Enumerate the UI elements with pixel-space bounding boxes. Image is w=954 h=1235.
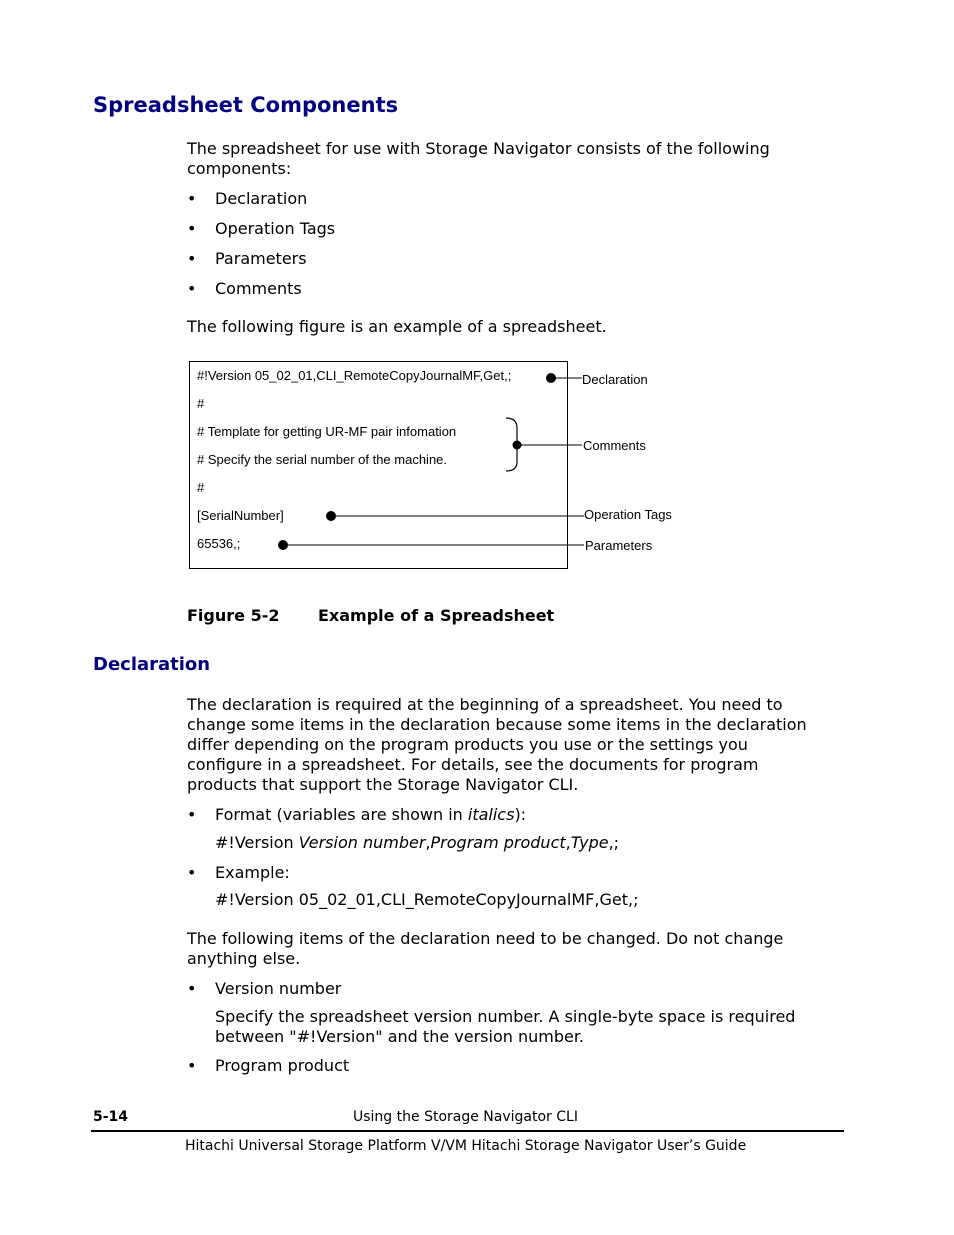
callout-label-declaration: Declaration bbox=[582, 372, 648, 387]
figure-line: # bbox=[197, 480, 205, 495]
figure-number: Figure 5-2 bbox=[187, 606, 280, 625]
bullet-icon: • bbox=[187, 805, 197, 824]
figure-line-declaration: #!Version 05_02_01,CLI_RemoteCopyJournalMF,Get,; bbox=[197, 368, 512, 383]
page-number: 5-14 bbox=[93, 1109, 129, 1125]
figure-line-comment: # Specify the serial number of the machine. bbox=[197, 452, 448, 467]
figure-line-operation-tag: [SerialNumber] bbox=[197, 508, 284, 523]
bullet-icon: • bbox=[187, 979, 197, 998]
figure-caption bbox=[187, 606, 554, 625]
bullet-icon: • bbox=[187, 279, 197, 298]
figure-title: Example of a Spreadsheet bbox=[318, 606, 555, 625]
list-item: • Version number bbox=[187, 979, 342, 998]
section-title: Spreadsheet Components bbox=[93, 93, 399, 117]
list-item: • Format (variables are shown in italics): bbox=[187, 805, 527, 824]
footer-divider bbox=[91, 1130, 844, 1132]
book-title: Hitachi Universal Storage Platform V/VM Hitachi Storage Navigator User’s Guide bbox=[185, 1138, 747, 1154]
figure-line-comment: # Template for getting UR-MF pair infomation bbox=[197, 424, 457, 439]
declaration-paragraph: The declaration is required at the beginning of a spreadsheet. You need to change some items in the declaration because some items in the declaration differ depending on the program products you use or the settings you configure in a spreadsheet. For details, see the documents for program products that support the Storage Navigator CLI. bbox=[187, 695, 807, 794]
bullet-icon: • bbox=[187, 189, 197, 208]
format-line: #!Version Version number,Program product,Type,; bbox=[215, 833, 620, 852]
running-title: Using the Storage Navigator CLI bbox=[353, 1109, 578, 1125]
list-item: • Program product bbox=[187, 1056, 350, 1075]
item-description: Specify the spreadsheet version number. A single-byte space is required between "#!Version" and the version number. bbox=[215, 1007, 796, 1046]
example-line: #!Version 05_02_01,CLI_RemoteCopyJournalMF,Get,; bbox=[215, 890, 639, 909]
list-item: • Comments bbox=[187, 279, 302, 298]
list-item: • Declaration bbox=[187, 189, 308, 208]
list-item: • Parameters bbox=[187, 249, 307, 268]
items-paragraph: The following items of the declaration need to be changed. Do not change anything else. bbox=[187, 929, 784, 968]
figure-intro: The following figure is an example of a spreadsheet. bbox=[187, 317, 607, 336]
callout-label-operation-tags: Operation Tags bbox=[584, 507, 672, 522]
bullet-icon: • bbox=[187, 863, 197, 882]
callout-label-parameters: Parameters bbox=[585, 538, 653, 553]
subsection-title: Declaration bbox=[93, 654, 211, 675]
list-item: • Example: bbox=[187, 863, 290, 882]
list-item: • Operation Tags bbox=[187, 219, 336, 238]
figure-line: # bbox=[197, 396, 205, 411]
callout-label-comments: Comments bbox=[583, 438, 646, 453]
bullet-icon: • bbox=[187, 249, 197, 268]
bullet-icon: • bbox=[187, 1056, 197, 1075]
figure-line-parameter: 65536,; bbox=[197, 536, 241, 551]
intro-paragraph: The spreadsheet for use with Storage Navigator consists of the following components: bbox=[187, 139, 770, 178]
bullet-icon: • bbox=[187, 219, 197, 238]
